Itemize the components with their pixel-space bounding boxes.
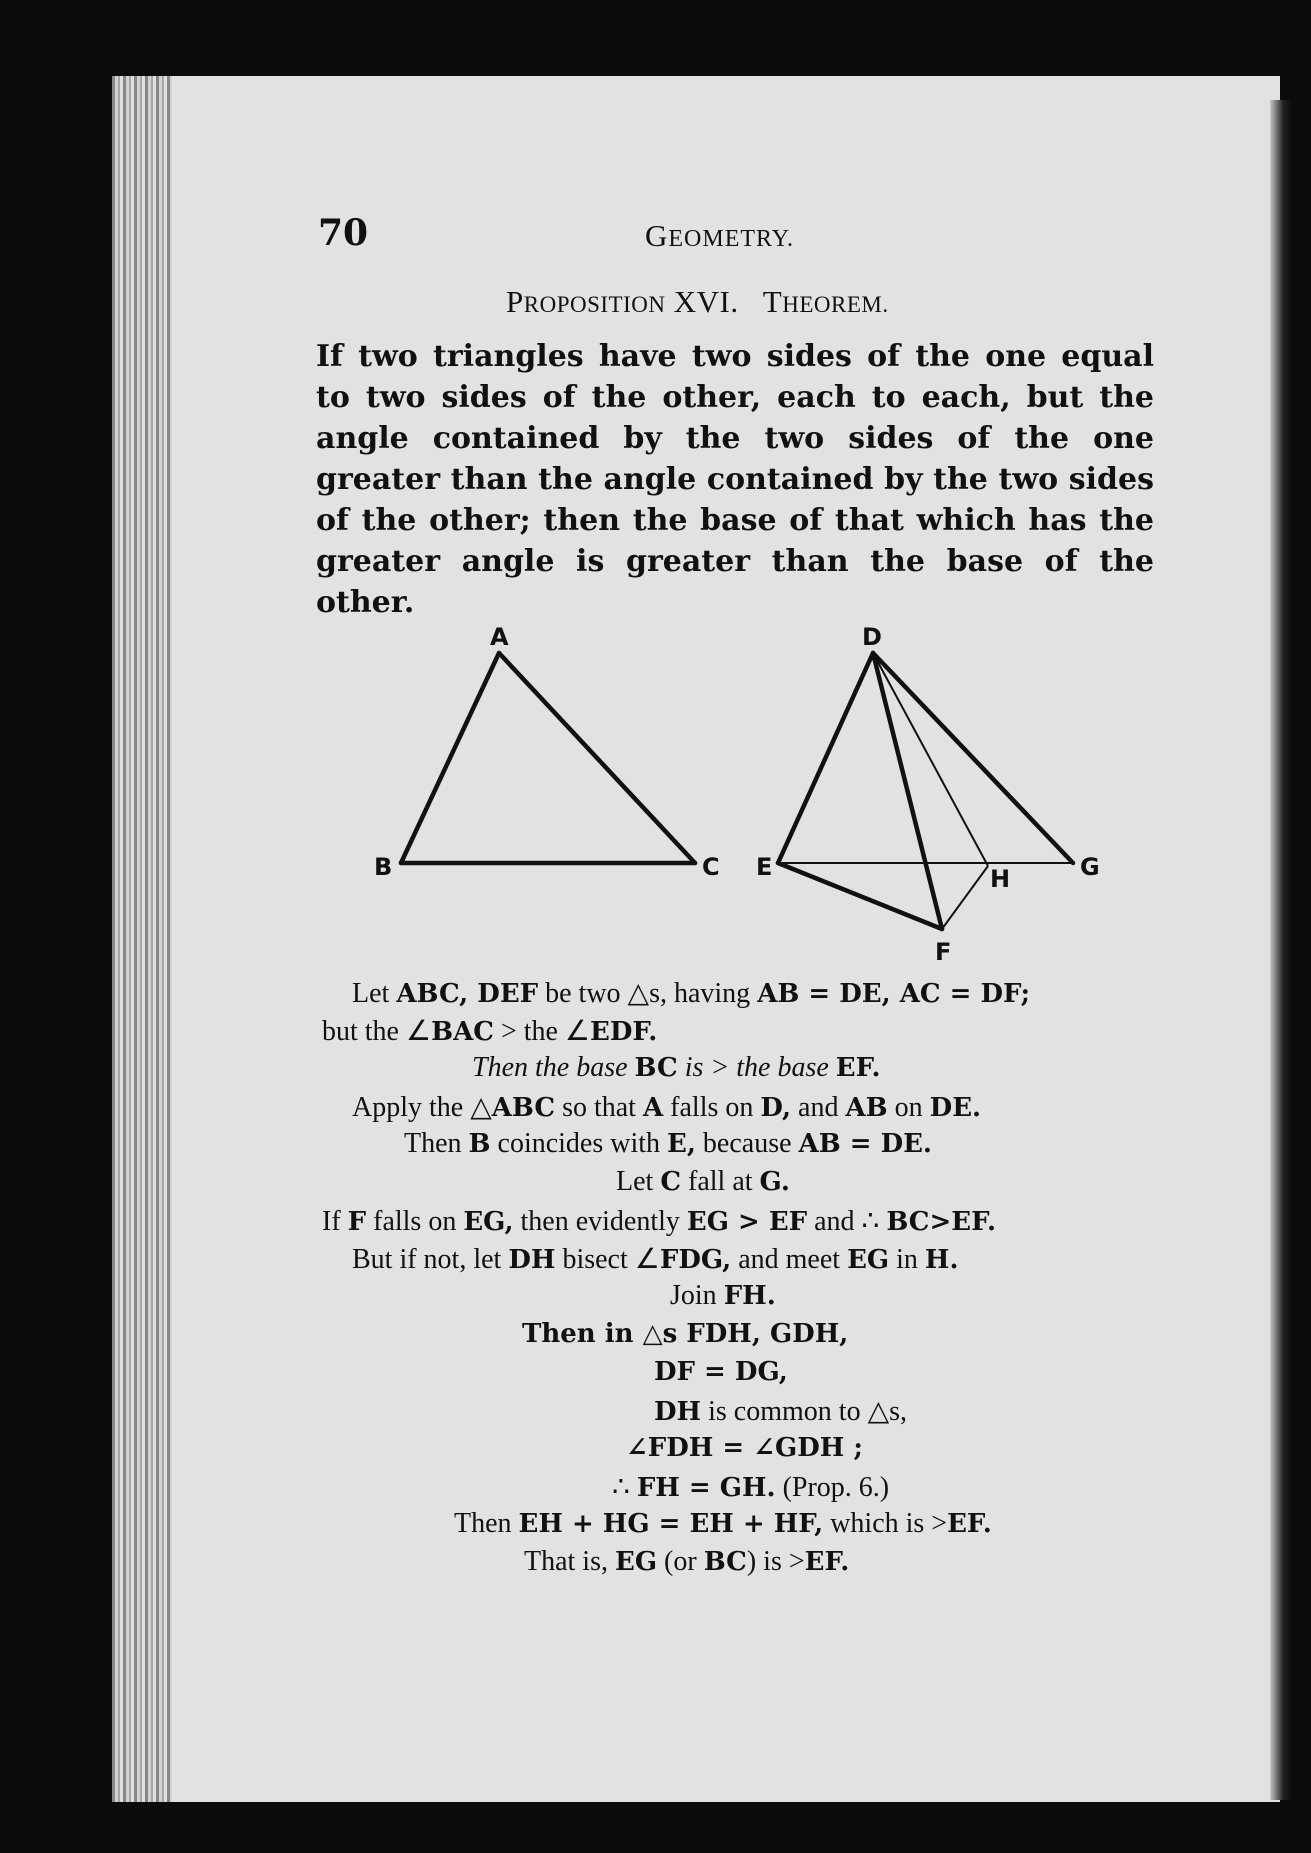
- proposition-heading: PROPOSITION XVI. THEOREM.: [506, 284, 889, 319]
- proof-line: If F falls on EG, then evidently EG > EF and ∴ BC>EF.: [322, 1206, 996, 1237]
- running-head: GEOMETRY.: [645, 218, 794, 253]
- label-h: H: [990, 865, 1011, 893]
- proof-line: ∠FDH = ∠GDH ;: [626, 1433, 863, 1463]
- proof-line: That is, EG (or BC) is >EF.: [524, 1546, 850, 1577]
- label-a: A: [490, 623, 509, 651]
- proof-line: Then EH + HG = EH + HF, which is >EF.: [454, 1508, 992, 1539]
- proof-line: Then the base BC is > the base EF.: [472, 1052, 881, 1083]
- line-ab: [401, 653, 499, 863]
- proof-line: ∴ FH = GH. (Prop. 6.): [612, 1472, 890, 1503]
- theorem-statement: If two triangles have two sides of the one equal to two sides of the other, each to each, but the angle contained by the two sides of the one greater than the angle contained by the two sides of the other; then the base of that which has the greater angle is greater than the base of the other.: [316, 339, 1154, 620]
- proof-line: Then B coincides with E, because AB = DE.: [404, 1128, 932, 1159]
- line-dh: [873, 653, 988, 866]
- proof-line: Join FH.: [670, 1280, 776, 1311]
- label-e: E: [756, 853, 773, 881]
- line-df: [873, 653, 942, 929]
- page-number: 70: [318, 212, 369, 254]
- line-dg: [873, 653, 1073, 863]
- proof-line: Then in △s FDH, GDH,: [522, 1319, 849, 1349]
- line-de: [778, 653, 873, 863]
- label-g: G: [1080, 853, 1100, 881]
- proof-line: Let ABC, DEF be two △s, having AB = DE, AC = DF;: [352, 978, 1031, 1009]
- proof-line: But if not, let DH bisect ∠FDG, and meet EG in H.: [352, 1244, 959, 1275]
- page-edge: [1270, 100, 1292, 1800]
- proof-line: Apply the △ABC so that A falls on D, and AB on DE.: [352, 1092, 982, 1123]
- proof-line: but the ∠BAC > the ∠EDF.: [322, 1016, 658, 1047]
- label-b: B: [374, 853, 393, 881]
- label-f: F: [935, 938, 952, 966]
- line-ac: [499, 653, 695, 863]
- label-c: C: [702, 853, 720, 881]
- triangle-figure: [360, 615, 1120, 975]
- line-fh: [942, 866, 988, 929]
- proof-line: DH is common to △s,: [654, 1396, 907, 1427]
- line-ef: [778, 863, 942, 929]
- proof-line: Let C fall at G.: [616, 1166, 790, 1197]
- label-d: D: [862, 623, 882, 651]
- proof-line: DF = DG,: [654, 1357, 788, 1387]
- page-gutter: [112, 76, 172, 1802]
